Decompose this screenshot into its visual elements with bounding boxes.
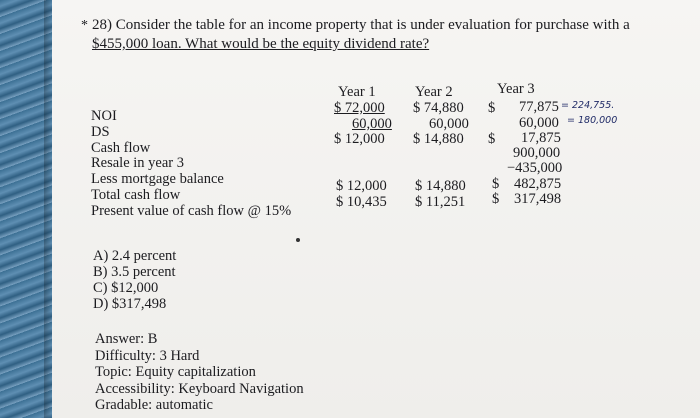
row-label: NOI: [91, 108, 117, 124]
y1-cash-flow: $ 12,000: [334, 131, 385, 147]
row-label: Less mortgage balance: [91, 171, 224, 188]
header-year-2: Year 2: [415, 84, 453, 100]
y3-pv: 317,498: [514, 191, 562, 207]
y3-dollar-pv: $: [492, 191, 500, 207]
row-labels: [91, 109, 291, 220]
stray-dot: [296, 238, 300, 242]
header-year-3: Year 3: [497, 81, 535, 97]
answer-choices: [93, 248, 176, 312]
y3-total: 482,875: [514, 176, 562, 192]
choice-d: D) $317,498: [93, 296, 167, 312]
y1-pv: $ 10,435: [336, 194, 387, 210]
y2-total: $ 14,880: [415, 178, 466, 194]
choice-b: B) 3.5 percent: [93, 264, 176, 280]
row-label: Present value of cash flow @ 15%: [91, 202, 292, 219]
answer-line: Answer: B: [95, 331, 158, 347]
choice-a: A) 2.4 percent: [93, 248, 177, 264]
question-line-2: $455,000 loan. What would be the equity dividend rate?: [92, 36, 430, 52]
y3-dollar-total: $: [492, 176, 500, 192]
y1-ds: 60,000: [352, 116, 392, 132]
y3-dollar-noi: $: [488, 100, 496, 116]
y2-ds: 60,000: [429, 116, 469, 132]
question-text: [92, 16, 652, 54]
difficulty-line: Difficulty: 3 Hard: [95, 347, 200, 364]
y3-noi: 77,875: [519, 99, 559, 115]
handwritten-note-ds: = 180,000: [567, 115, 618, 126]
header-year-1: Year 1: [338, 84, 376, 100]
gradable-line: Gradable: automatic: [95, 397, 213, 413]
y2-cash-flow: $ 14,880: [413, 131, 464, 147]
y1-noi: $ 72,000: [334, 100, 385, 116]
handwritten-note-noi: = 224,755.: [561, 100, 615, 111]
question-line-1: 28) Consider the table for an income property that is under evaluation for purchase with a: [92, 17, 630, 33]
row-label: Total cash flow: [91, 186, 181, 203]
topic-line: Topic: Equity capitalization: [95, 364, 256, 380]
row-label: Resale in year 3: [91, 155, 185, 172]
question-meta: [95, 331, 304, 414]
row-label: Cash flow: [91, 139, 151, 156]
star-icon: *: [81, 18, 88, 33]
y2-noi: $ 74,880: [413, 100, 464, 116]
y3-dollar-cf: $: [488, 131, 496, 147]
y3-ds: 60,000: [519, 115, 559, 131]
y1-total: $ 12,000: [336, 178, 387, 194]
row-label: DS: [91, 123, 110, 140]
background-fabric: [0, 0, 52, 418]
y3-cash-flow: 17,875: [521, 130, 561, 146]
y2-pv: $ 11,251: [415, 194, 466, 210]
choice-c: C) $12,000: [93, 280, 159, 296]
y3-resale: 900,000: [513, 145, 561, 161]
y3-mortgage: −435,000: [507, 160, 563, 176]
accessibility-line: Accessibility: Keyboard Navigation: [95, 380, 304, 397]
